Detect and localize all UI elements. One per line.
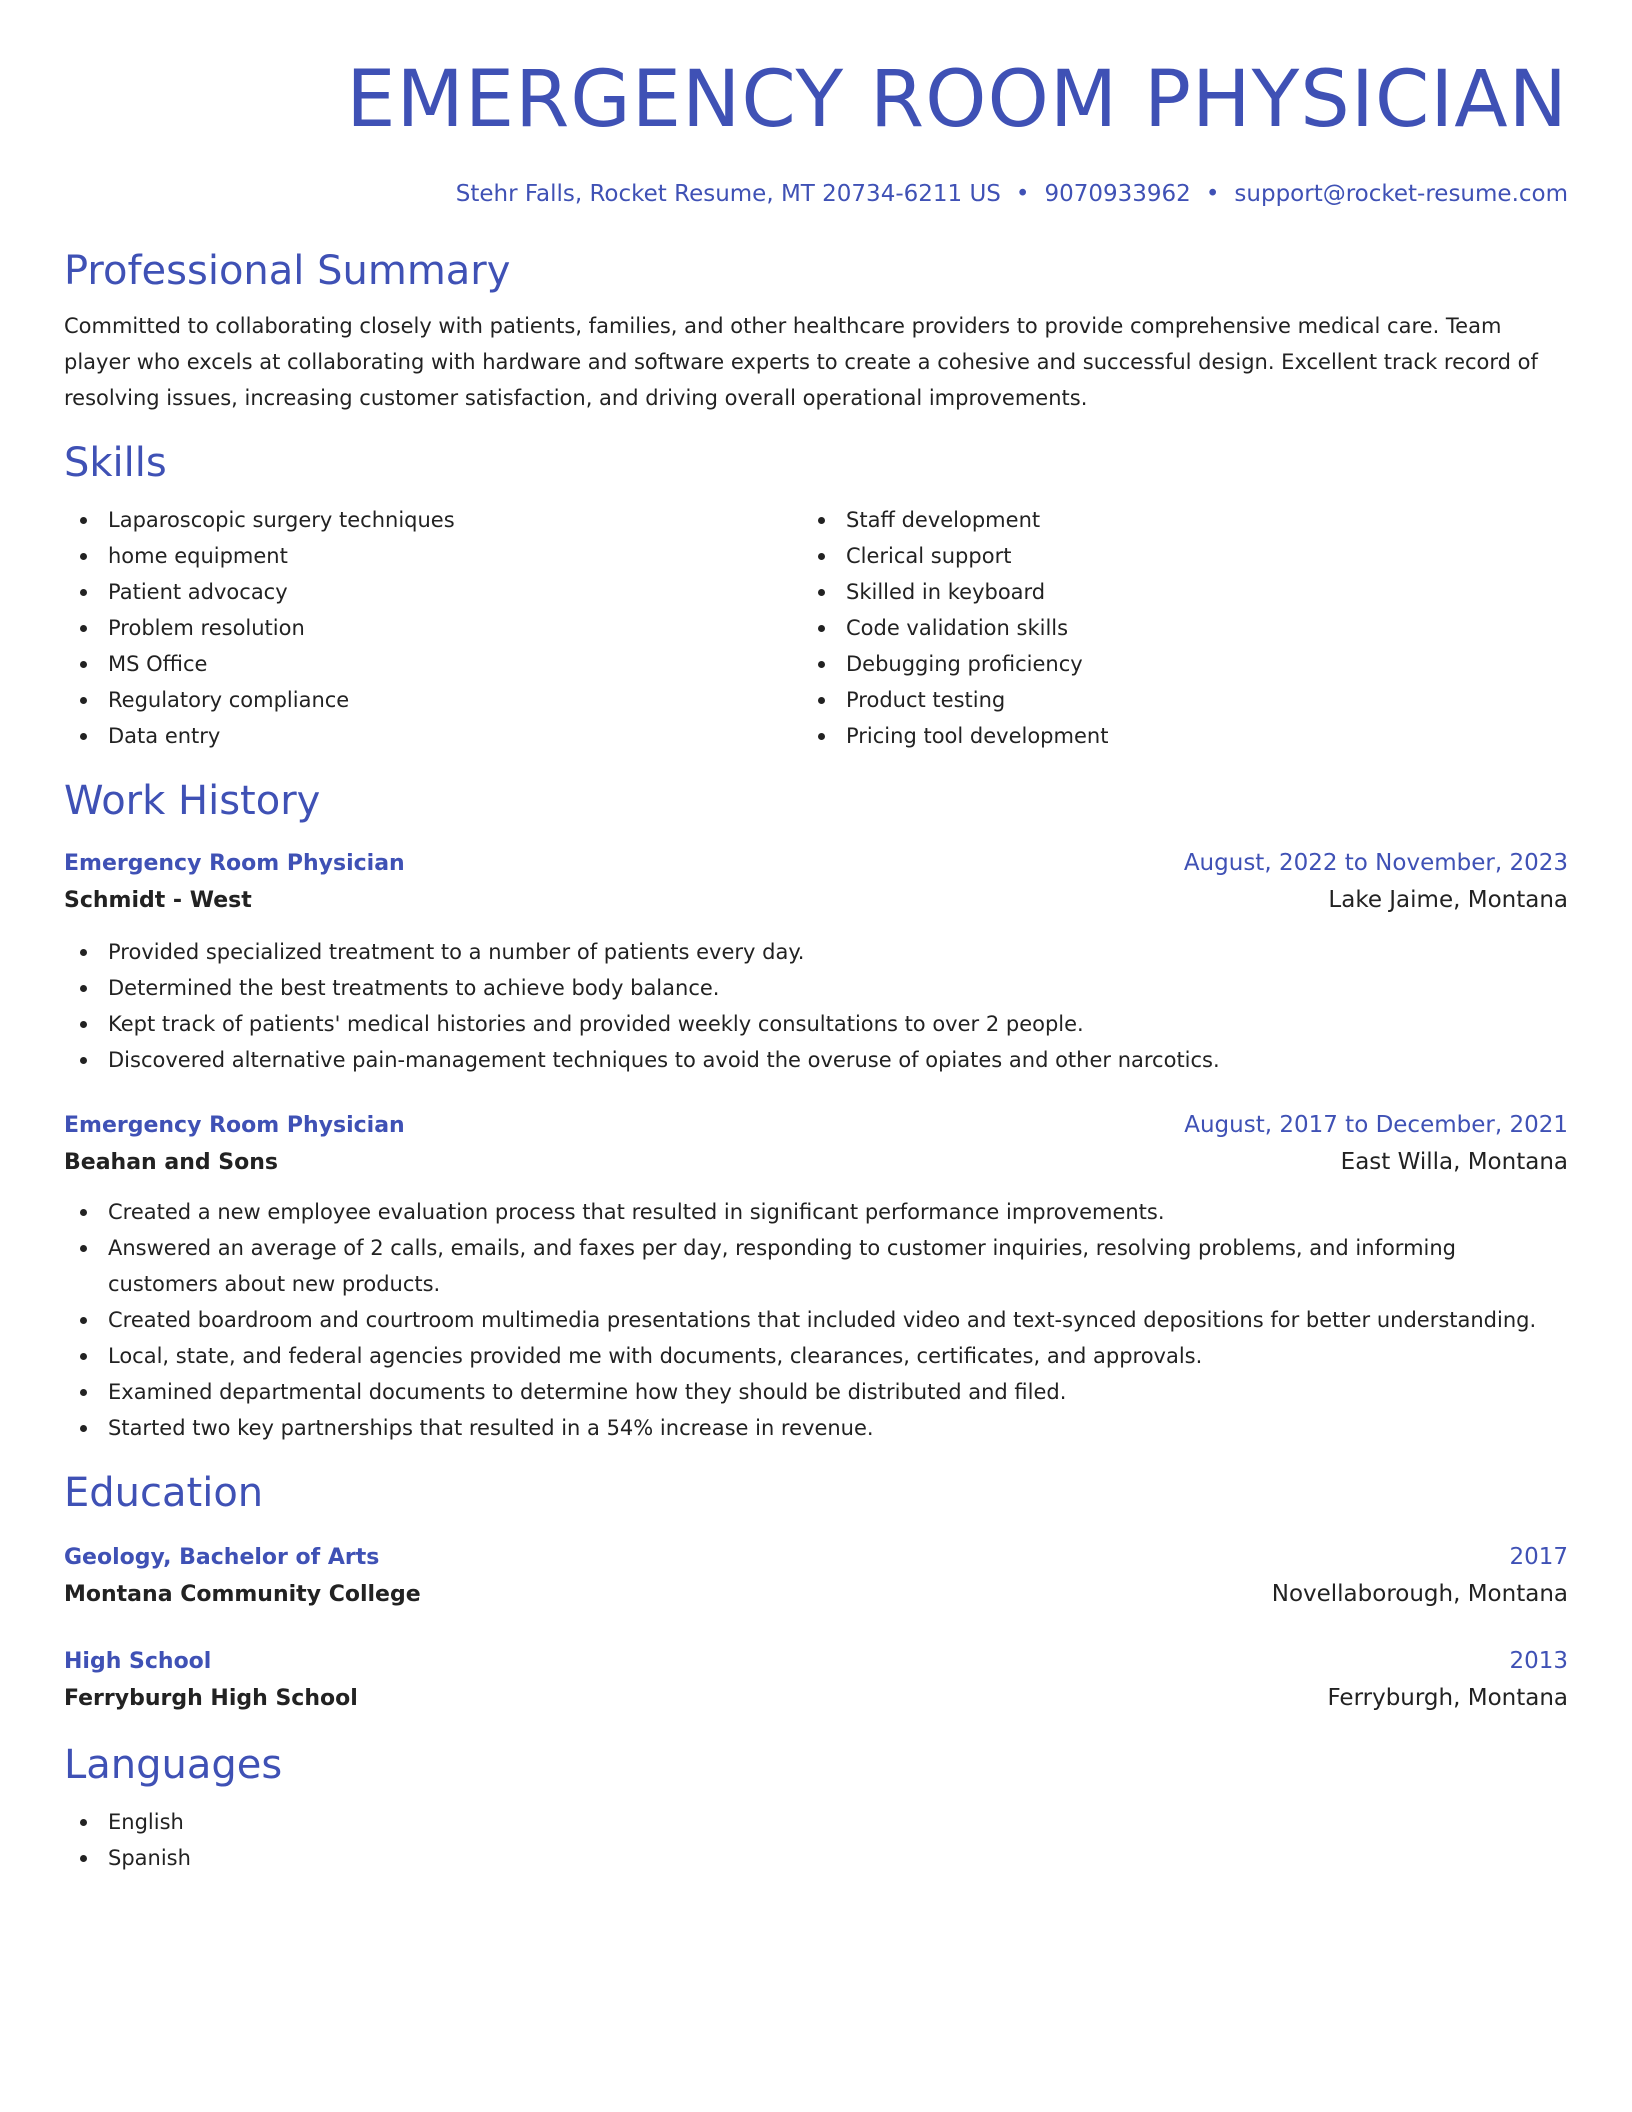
job-entry	[64, 846, 1568, 1078]
job-bullet: Kept track of patients' medical histories and provided weekly consultations to over 2 people.	[64, 1006, 1568, 1042]
job-company-row	[64, 1143, 1568, 1182]
languages-section	[64, 1740, 1568, 1876]
education-year: 2017	[1509, 1544, 1568, 1570]
job-bullet: Started two key partnerships that resulted in a 54% increase in revenue.	[64, 1410, 1568, 1446]
summary-section	[64, 246, 1568, 416]
job-bullet: Created boardroom and courtroom multimedia presentations that included video and text-synced depositions for better understanding.	[64, 1302, 1568, 1338]
job-bullet: Local, state, and federal agencies provided me with documents, clearances, certificates, and approvals.	[64, 1338, 1568, 1374]
skill-item: Pricing tool development	[802, 718, 1540, 754]
section-title-work-history: Work History	[64, 778, 321, 824]
job-bullet: Provided specialized treatment to a number of patients every day.	[64, 934, 1568, 970]
skill-item: Staff development	[802, 502, 1540, 538]
work-history-section	[64, 776, 1568, 1446]
skill-item: Patient advocacy	[64, 574, 802, 610]
job-bullets	[64, 934, 1568, 1078]
education-degree: High School	[64, 1649, 212, 1674]
job-title: Emergency Room Physician	[64, 851, 405, 876]
section-title-summary: Professional Summary	[64, 248, 511, 294]
skills-list-left	[64, 502, 802, 754]
education-school-row	[64, 1575, 1568, 1614]
education-year: 2013	[1509, 1648, 1568, 1674]
skill-item: Product testing	[802, 682, 1540, 718]
skills-list-right	[802, 502, 1540, 754]
job-bullet: Discovered alternative pain-management techniques to avoid the overuse of opiates and other narcotics.	[64, 1042, 1568, 1078]
education-school: Ferryburgh High School	[64, 1686, 358, 1711]
job-company: Schmidt - West	[64, 888, 252, 913]
skill-item: Code validation skills	[802, 610, 1540, 646]
skills-section	[64, 438, 1568, 754]
education-section	[64, 1468, 1568, 1718]
education-school: Montana Community College	[64, 1582, 421, 1607]
skill-item: Debugging proficiency	[802, 646, 1540, 682]
resume-name-title: EMERGENCY ROOM PHYSICIAN	[346, 55, 1568, 145]
job-header-row	[64, 846, 1568, 881]
job-dates: August, 2017 to December, 2021	[1184, 1112, 1568, 1138]
skill-item: Regulatory compliance	[64, 682, 802, 718]
skill-item: Problem resolution	[64, 610, 802, 646]
skill-item: Laparoscopic surgery techniques	[64, 502, 802, 538]
job-bullets	[64, 1194, 1568, 1446]
contact-phone: 9070933962	[1044, 181, 1191, 207]
education-degree: Geology, Bachelor of Arts	[64, 1545, 380, 1570]
job-title: Emergency Room Physician	[64, 1113, 405, 1138]
skill-item: Clerical support	[802, 538, 1540, 574]
section-title-skills: Skills	[64, 440, 167, 486]
education-school-row	[64, 1679, 1568, 1718]
education-entry	[64, 1644, 1568, 1718]
education-header-row	[64, 1540, 1568, 1575]
job-location: Lake Jaime, Montana	[1328, 887, 1568, 913]
job-company: Beahan and Sons	[64, 1150, 278, 1175]
education-location: Ferryburgh, Montana	[1327, 1685, 1568, 1711]
contact-email: support@rocket-resume.com	[1234, 181, 1568, 207]
job-bullet: Examined departmental documents to determine how they should be distributed and filed.	[64, 1374, 1568, 1410]
skills-grid	[64, 502, 1568, 754]
contact-separator: •	[1015, 181, 1030, 207]
education-header-row	[64, 1644, 1568, 1679]
job-location: East Willa, Montana	[1340, 1149, 1568, 1175]
section-title-languages: Languages	[64, 1742, 283, 1788]
skill-item: Skilled in keyboard	[802, 574, 1540, 610]
job-company-row	[64, 881, 1568, 920]
languages-list	[64, 1804, 1568, 1876]
job-bullet: Created a new employee evaluation process that resulted in significant performance improvements.	[64, 1194, 1568, 1230]
job-header-row	[64, 1108, 1568, 1143]
education-location: Novellaborough, Montana	[1271, 1581, 1568, 1607]
skill-item: Data entry	[64, 718, 802, 754]
education-entry	[64, 1540, 1568, 1614]
job-entry	[64, 1108, 1568, 1446]
section-title-education: Education	[64, 1470, 264, 1516]
job-dates: August, 2022 to November, 2023	[1183, 850, 1568, 876]
summary-text: Committed to collaborating closely with patients, families, and other healthcare providers to provide comprehensive medical care. Team player who excels at collaborating with hardware and software experts to create a cohesive and successful design. Excellent track record of resolving issues, increasing customer satisfaction, and driving overall operational improvements.	[64, 314, 1538, 410]
contact-address: Stehr Falls, Rocket Resume, MT 20734-6211 US	[455, 181, 1001, 207]
job-bullet: Determined the best treatments to achieve body balance.	[64, 970, 1568, 1006]
job-bullet: Answered an average of 2 calls, emails, and faxes per day, responding to customer inquiries, resolving problems, and informing customers about new products.	[64, 1230, 1568, 1302]
skill-item: home equipment	[64, 538, 802, 574]
skill-item: MS Office	[64, 646, 802, 682]
contact-separator: •	[1205, 181, 1220, 207]
language-item: English	[64, 1804, 1568, 1840]
language-item: Spanish	[64, 1840, 1568, 1876]
contact-line	[64, 178, 1568, 210]
